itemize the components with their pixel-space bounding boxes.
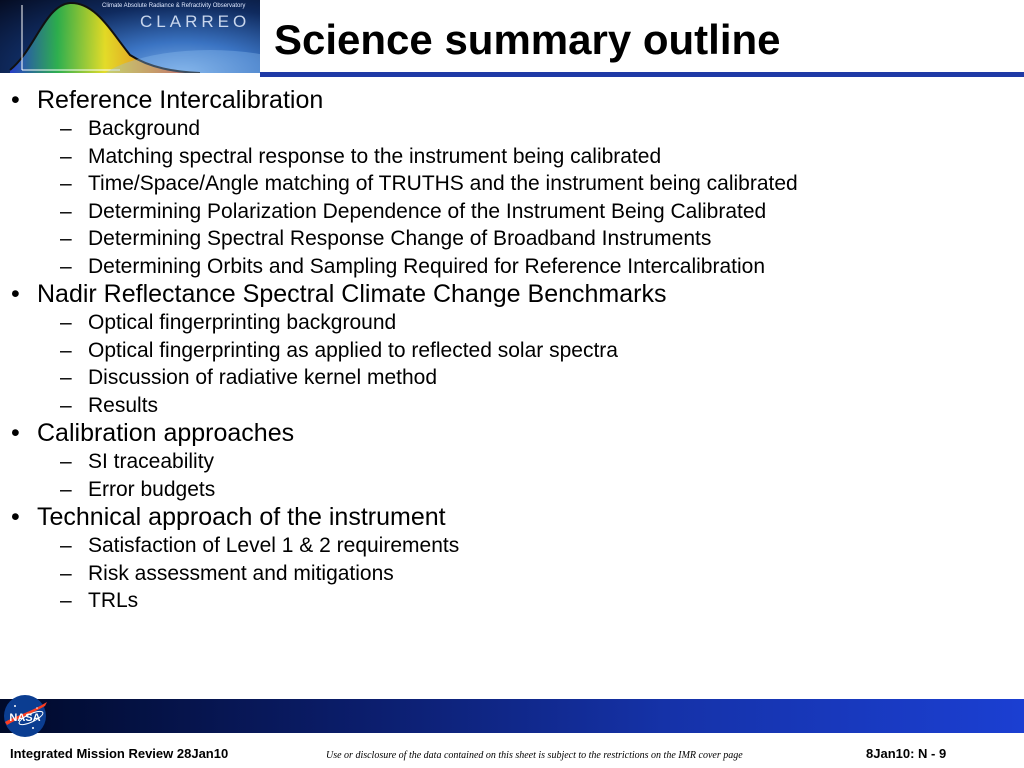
clarreo-banner-image xyxy=(0,0,260,73)
dash-icon: – xyxy=(60,227,72,250)
dash-icon: – xyxy=(60,393,72,417)
dash-icon: – xyxy=(60,589,72,612)
banner-logo-word: CLARREO xyxy=(140,12,251,31)
outline-subitem xyxy=(0,225,1024,253)
outline-subitem xyxy=(0,448,1024,476)
outline-list xyxy=(0,86,1024,615)
dash-icon: – xyxy=(60,338,72,362)
outline-subitem-label: TRLs xyxy=(88,589,139,612)
dash-icon: – xyxy=(60,311,72,334)
outline-subitem-label: Optical fingerprinting as applied to reflected solar spectra xyxy=(88,338,618,362)
dash-icon: – xyxy=(60,534,72,557)
dash-icon: – xyxy=(60,117,72,140)
outline-subitem xyxy=(0,309,1024,337)
outline-subitem-label: Error budgets xyxy=(88,477,216,501)
outline-subitem xyxy=(0,198,1024,226)
footer-disclaimer: Use or disclosure of the data contained on this sheet is subject to the restrictions on the IMR cover page xyxy=(326,750,743,761)
footer-bar xyxy=(0,699,1024,733)
outline-subitem-label: Matching spectral response to the instrument being calibrated xyxy=(88,144,662,168)
outline-subitem xyxy=(0,253,1024,281)
outline-item xyxy=(0,86,1024,115)
footer-page-number: 8Jan10: N - 9 xyxy=(866,746,947,761)
outline-subitem-label: SI traceability xyxy=(88,450,215,473)
page-title: Science summary outline xyxy=(274,16,781,63)
outline-item-label: Technical approach of the instrument xyxy=(37,503,446,531)
dash-icon: – xyxy=(60,172,72,195)
outline-item xyxy=(0,419,1024,448)
outline-item-label: Reference Intercalibration xyxy=(37,86,324,114)
outline-subitem-label: Determining Spectral Response Change of Broadband Instruments xyxy=(88,227,712,250)
footer-meeting-label: Integrated Mission Review 28Jan10 xyxy=(10,746,229,761)
outline-subitem xyxy=(0,364,1024,392)
outline-subitem xyxy=(0,476,1024,504)
outline-subitem-label: Results xyxy=(88,393,159,417)
bullet-icon: • xyxy=(11,419,20,447)
outline-subitem-label: Discussion of radiative kernel method xyxy=(88,366,438,389)
bullet-icon: • xyxy=(11,503,20,531)
outline-subitem xyxy=(0,560,1024,588)
dash-icon: – xyxy=(60,477,72,501)
nasa-logo-text: NASA xyxy=(9,712,41,724)
outline-subitem xyxy=(0,532,1024,560)
outline-subitem-label: Optical fingerprinting background xyxy=(88,311,397,334)
dash-icon: – xyxy=(60,366,72,389)
banner-tagline: Climate Absolute Radiance & Refractivity Observatory xyxy=(102,3,246,9)
outline-item-label: Calibration approaches xyxy=(37,419,295,447)
outline-item xyxy=(0,280,1024,309)
dash-icon: – xyxy=(60,450,72,473)
spectrum-graphic xyxy=(0,0,260,73)
outline-subitem xyxy=(0,587,1024,615)
dash-icon: – xyxy=(60,199,72,223)
bullet-icon: • xyxy=(11,280,20,308)
outline-subitem xyxy=(0,170,1024,198)
outline-subitem xyxy=(0,143,1024,171)
outline-item-label: Nadir Reflectance Spectral Climate Change Benchmarks xyxy=(37,280,667,308)
outline-subitem-label: Satisfaction of Level 1 & 2 requirements xyxy=(88,534,460,557)
dash-icon: – xyxy=(60,254,72,278)
outline-subitem xyxy=(0,115,1024,143)
outline-subitem-label: Determining Polarization Dependence of the Instrument Being Calibrated xyxy=(88,199,767,223)
dash-icon: – xyxy=(60,144,72,168)
outline-subitem-label: Time/Space/Angle matching of TRUTHS and the instrument being calibrated xyxy=(88,172,798,195)
bullet-icon: • xyxy=(11,86,20,114)
outline-subitem xyxy=(0,337,1024,365)
outline-subitem-label: Risk assessment and mitigations xyxy=(88,561,394,585)
title-divider xyxy=(260,72,1024,77)
outline-item xyxy=(0,503,1024,532)
nasa-logo-icon xyxy=(1,692,49,740)
outline-subitem-label: Determining Orbits and Sampling Required for Reference Intercalibration xyxy=(88,254,766,278)
dash-icon: – xyxy=(60,561,72,585)
outline-subitem-label: Background xyxy=(88,117,201,140)
outline-subitem xyxy=(0,392,1024,420)
